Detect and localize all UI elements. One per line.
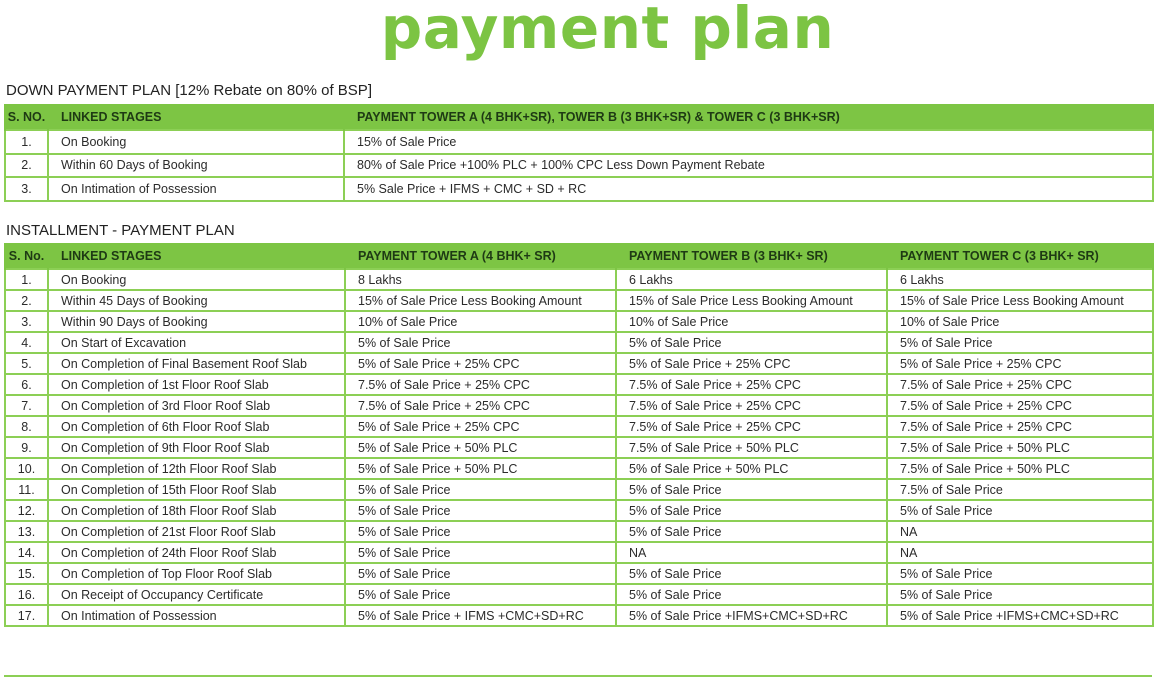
table-cell: 5.: [5, 353, 48, 374]
table-header-row: [5, 104, 1153, 130]
table-cell: On Completion of Top Floor Roof Slab: [48, 563, 345, 584]
table-cell: 5% of Sale Price: [345, 542, 616, 563]
column-header: PAYMENT TOWER A (4 BHK+SR), TOWER B (3 BHK+SR) & TOWER C (3 BHK+SR): [344, 104, 1153, 130]
table-cell: 15% of Sale Price Less Booking Amount: [345, 290, 616, 311]
table-cell: Within 90 Days of Booking: [48, 311, 345, 332]
table-cell: 5% of Sale Price: [345, 563, 616, 584]
table-cell: 3.: [5, 177, 48, 201]
table-row: [5, 458, 1153, 479]
table-cell: 7.5% of Sale Price + 50% PLC: [616, 437, 887, 458]
table-cell: 16.: [5, 584, 48, 605]
table-row: [5, 311, 1153, 332]
table-cell: NA: [887, 521, 1153, 542]
table-cell: 5% of Sale Price: [345, 500, 616, 521]
table-cell: 5% of Sale Price: [887, 332, 1153, 353]
table-cell: 7.5% of Sale Price + 25% CPC: [887, 416, 1153, 437]
table-cell: 80% of Sale Price +100% PLC + 100% CPC Less Down Payment Rebate: [344, 154, 1153, 178]
table-cell: 6 Lakhs: [616, 269, 887, 290]
table-cell: 13.: [5, 521, 48, 542]
column-header: PAYMENT TOWER C (3 BHK+ SR): [887, 243, 1153, 269]
table-cell: On Completion of 12th Floor Roof Slab: [48, 458, 345, 479]
table-cell: On Completion of 24th Floor Roof Slab: [48, 542, 345, 563]
table-cell: On Intimation of Possession: [48, 605, 345, 626]
table-cell: 7.5% of Sale Price + 50% PLC: [887, 458, 1153, 479]
table-cell: On Completion of 21st Floor Roof Slab: [48, 521, 345, 542]
table-cell: 7.5% of Sale Price: [887, 479, 1153, 500]
table-row: [5, 353, 1153, 374]
table-cell: 7.5% of Sale Price + 25% CPC: [887, 374, 1153, 395]
table-cell: 5% of Sale Price +IFMS+CMC+SD+RC: [616, 605, 887, 626]
column-header: PAYMENT TOWER B (3 BHK+ SR): [616, 243, 887, 269]
table-cell: 5% of Sale Price + 25% CPC: [616, 353, 887, 374]
table-cell: Within 60 Days of Booking: [48, 154, 344, 178]
table-cell: 5% of Sale Price + 25% CPC: [887, 353, 1153, 374]
table-cell: 5% of Sale Price: [616, 479, 887, 500]
table-cell: On Completion of 3rd Floor Roof Slab: [48, 395, 345, 416]
down-payment-title: DOWN PAYMENT PLAN [12% Rebate on 80% of BSP]: [6, 82, 372, 99]
table-cell: 2.: [5, 290, 48, 311]
table-cell: 11.: [5, 479, 48, 500]
column-header: PAYMENT TOWER A (4 BHK+ SR): [345, 243, 616, 269]
table-cell: On Receipt of Occupancy Certificate: [48, 584, 345, 605]
table-cell: 5% of Sale Price + IFMS +CMC+SD+RC: [345, 605, 616, 626]
table-row: [5, 521, 1153, 542]
table-cell: On Start of Excavation: [48, 332, 345, 353]
table-cell: On Booking: [48, 269, 345, 290]
table-cell: 5% of Sale Price: [345, 332, 616, 353]
table-cell: 15.: [5, 563, 48, 584]
table-cell: 5% of Sale Price: [887, 563, 1153, 584]
table-cell: 15% of Sale Price Less Booking Amount: [887, 290, 1153, 311]
table-row: [5, 563, 1153, 584]
table-row: [5, 290, 1153, 311]
table-cell: 9.: [5, 437, 48, 458]
column-header: S. NO.: [5, 104, 48, 130]
table-cell: On Completion of 9th Floor Roof Slab: [48, 437, 345, 458]
table-cell: On Completion of 1st Floor Roof Slab: [48, 374, 345, 395]
column-header: LINKED STAGES: [48, 104, 344, 130]
table-row: [5, 395, 1153, 416]
table-cell: 5% of Sale Price: [616, 332, 887, 353]
table-cell: 4.: [5, 332, 48, 353]
table-cell: On Intimation of Possession: [48, 177, 344, 201]
table-cell: 5% of Sale Price + 50% PLC: [345, 437, 616, 458]
table-cell: 3.: [5, 311, 48, 332]
column-header: S. No.: [5, 243, 48, 269]
table-cell: 5% of Sale Price: [616, 584, 887, 605]
table-cell: 10% of Sale Price: [345, 311, 616, 332]
table-row: [5, 437, 1153, 458]
table-cell: 5% of Sale Price + 50% PLC: [345, 458, 616, 479]
table-cell: On Completion of 18th Floor Roof Slab: [48, 500, 345, 521]
table-cell: NA: [887, 542, 1153, 563]
installment-plan-title: INSTALLMENT - PAYMENT PLAN: [6, 222, 235, 239]
table-cell: 5% of Sale Price: [887, 500, 1153, 521]
table-cell: 7.5% of Sale Price + 25% CPC: [616, 395, 887, 416]
table-cell: 5% of Sale Price: [887, 584, 1153, 605]
table-cell: 5% of Sale Price + 25% CPC: [345, 353, 616, 374]
table-cell: 7.5% of Sale Price + 25% CPC: [345, 395, 616, 416]
table-cell: 7.5% of Sale Price + 25% CPC: [345, 374, 616, 395]
table-cell: 1.: [5, 269, 48, 290]
table-cell: 10% of Sale Price: [887, 311, 1153, 332]
table-cell: 6.: [5, 374, 48, 395]
table-cell: 7.5% of Sale Price + 25% CPC: [887, 395, 1153, 416]
table-cell: 8.: [5, 416, 48, 437]
table-cell: 12.: [5, 500, 48, 521]
table-cell: 5% of Sale Price: [345, 479, 616, 500]
table-cell: 5% of Sale Price + 25% CPC: [345, 416, 616, 437]
table-cell: On Booking: [48, 130, 344, 154]
page-title: payment plan: [380, 0, 835, 62]
installment-plan-table: [4, 243, 1154, 627]
table-cell: 8 Lakhs: [345, 269, 616, 290]
table-row: [5, 479, 1153, 500]
footer-divider: [4, 675, 1152, 677]
table-cell: 5% of Sale Price: [345, 584, 616, 605]
column-header: LINKED STAGES: [48, 243, 345, 269]
table-cell: 7.5% of Sale Price + 50% PLC: [887, 437, 1153, 458]
table-cell: 15% of Sale Price: [344, 130, 1153, 154]
table-cell: 17.: [5, 605, 48, 626]
table-row: [5, 269, 1153, 290]
table-cell: 7.5% of Sale Price + 25% CPC: [616, 416, 887, 437]
table-row: [5, 332, 1153, 353]
table-cell: 7.5% of Sale Price + 25% CPC: [616, 374, 887, 395]
table-row: [5, 605, 1153, 626]
table-cell: 15% of Sale Price Less Booking Amount: [616, 290, 887, 311]
table-cell: 5% of Sale Price + 50% PLC: [616, 458, 887, 479]
table-cell: On Completion of 15th Floor Roof Slab: [48, 479, 345, 500]
table-cell: 14.: [5, 542, 48, 563]
table-row: [5, 584, 1153, 605]
table-cell: Within 45 Days of Booking: [48, 290, 345, 311]
table-cell: 10% of Sale Price: [616, 311, 887, 332]
table-cell: 5% of Sale Price: [345, 521, 616, 542]
table-cell: 5% Sale Price + IFMS + CMC + SD + RC: [344, 177, 1153, 201]
table-row: [5, 374, 1153, 395]
table-row: [5, 500, 1153, 521]
table-cell: On Completion of Final Basement Roof Slab: [48, 353, 345, 374]
table-header-row: [5, 243, 1153, 269]
table-cell: 5% of Sale Price: [616, 500, 887, 521]
table-cell: 5% of Sale Price: [616, 563, 887, 584]
table-row: [5, 130, 1153, 154]
table-row: [5, 177, 1153, 201]
table-cell: 5% of Sale Price +IFMS+CMC+SD+RC: [887, 605, 1153, 626]
table-cell: On Completion of 6th Floor Roof Slab: [48, 416, 345, 437]
table-cell: NA: [616, 542, 887, 563]
down-payment-table: [4, 104, 1154, 202]
table-row: [5, 154, 1153, 178]
table-row: [5, 542, 1153, 563]
table-cell: 7.: [5, 395, 48, 416]
table-cell: 5% of Sale Price: [616, 521, 887, 542]
table-cell: 10.: [5, 458, 48, 479]
table-cell: 1.: [5, 130, 48, 154]
table-cell: 2.: [5, 154, 48, 178]
table-cell: 6 Lakhs: [887, 269, 1153, 290]
table-row: [5, 416, 1153, 437]
